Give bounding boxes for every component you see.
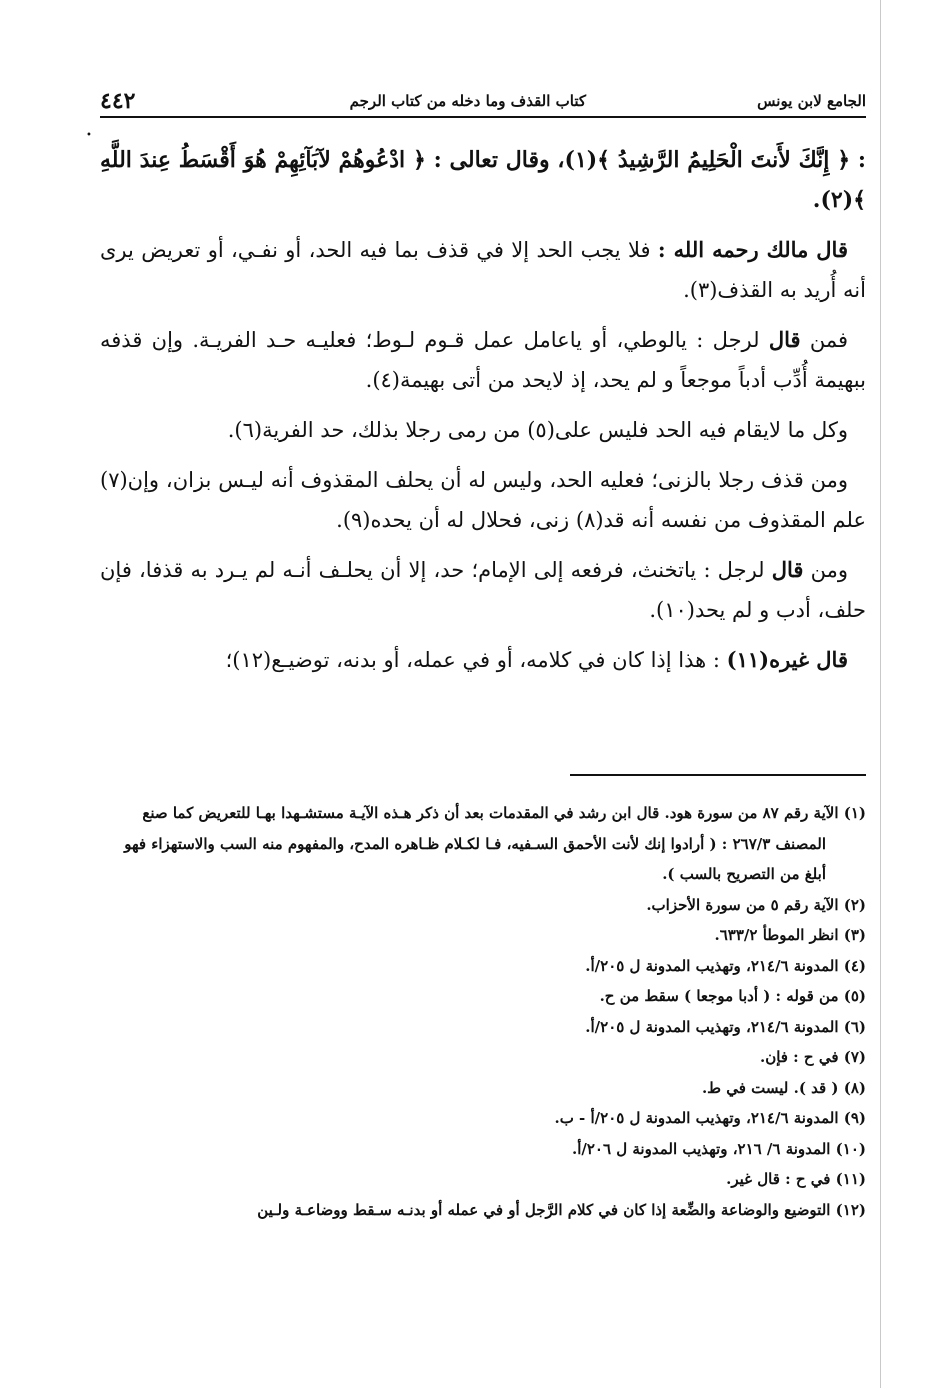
footnote-separator — [570, 774, 866, 776]
speaker-lead: قال غيره(١١) — [726, 647, 848, 672]
footnote: (٥) من قوله : ( أدبا موجعا ) سقط من ح. — [599, 987, 866, 1005]
paragraph-text: ومن — [803, 558, 848, 582]
footnote: (٣) انظر الموطأ ٦٣٣/٢. — [714, 926, 866, 944]
paragraph-text: فلا يجب الحد إلا في قذف بما فيه الحد، أو نفـي، أو تعريض يرى أنه أُريد به القذف(٣). — [100, 238, 866, 302]
paragraph-lut — [100, 320, 866, 400]
footnote: (١١) في ح : قال غير. — [726, 1170, 866, 1188]
running-header — [100, 86, 866, 116]
paragraph-text: : هذا إذا كان في كلامه، أو في عمله، أو بدنه، توضيـع(١٢)؛ — [225, 648, 727, 672]
paragraph-effeminate — [100, 550, 866, 630]
paragraph-other-opinion — [100, 640, 866, 680]
footnote: (١) الآية رقم ٨٧ من سورة هود. قال ابن رشد في المقدمات بعد أن ذكر هـذه الآيـة مستشـهدا بهـا للتعريض كما صنع المصنف ٢٦٧/٣ : ( أرادوا إنك لأنت الأحمق السـفيه، فـا لكـلام ظـاهره المدح، والمفهوم منه السب والاستهزاء فهو أبلغ من التصريح بالسب ). — [124, 804, 866, 883]
main-text — [100, 140, 866, 690]
paragraph-text: لرجل : ياتخنث، فرفعه إلى الإمام؛ حد، إلا أن يحلـف أنـه لم يـرد به قذفا، فإن حلف، أدب و لم يحد(١٠). — [100, 558, 866, 622]
paragraph-malik — [100, 230, 866, 310]
footnote: (٨) ( قد ). ليست في ط. — [701, 1078, 866, 1097]
footnotes — [100, 798, 866, 1225]
book-title: الجامع لابن يونس — [757, 92, 866, 110]
chapter-title: كتاب القذف وما دخله من كتاب الرجم — [349, 92, 586, 110]
paragraph-text: لرجل : يالوطي، أو ياعامل عمل قـوم لـوط؛ فعليـه حـد الفريـة. وإن قذفه ببهيمة أُدِّب أدباً موجعاً و لم يحد، إذ لايحد من أتى بهيمة(٤). — [100, 328, 866, 392]
footnote: (١٢) التوضيع والوضاعة والضِّعة إذا كان في كلام الرَّجل أو في عمله أو بدنـه سـقط ووضاعـة ولـين — [257, 1200, 866, 1219]
header-rule — [100, 116, 866, 118]
paragraph-general-rule: وكل ما لايقام فيه الحد فليس على(٥) من رمى رجلا بذلك، حد الفرية(٦). — [227, 418, 848, 442]
speaker-lead: قال مالك رحمه الله : — [657, 237, 848, 262]
footnote: (٢) الآية رقم ٥ من سورة الأحزاب. — [646, 895, 866, 914]
footnote: (٩) المدونة ٢١٤/٦، وتهذيب المدونة ل ٢٠٥/أ - ب. — [554, 1109, 866, 1127]
footnote: (٦) المدونة ٢١٤/٦، وتهذيب المدونة ل ٢٠٥/أ. — [585, 1017, 866, 1036]
footnote: (١٠) المدونة ٦/ ٢١٦، وتهذيب المدونة ل ٢٠٦/أ. — [572, 1139, 866, 1158]
scan-speck: • — [86, 130, 92, 141]
footnote: (٤) المدونة ٢١٤/٦، وتهذيب المدونة ل ٢٠٥/أ. — [585, 956, 866, 975]
paragraph-zina: ومن قذف رجلا بالزنى؛ فعليه الحد، وليس له أن يحلف المقذوف أنه ليـس بزان، وإن(٧) علم المقذوف من نفسه أنه قد(٨) زنى، فحلال له أن يحده(٩). — [100, 468, 866, 532]
speaker-lead: قال — [771, 557, 804, 582]
speaker-lead: قال — [768, 327, 801, 352]
paragraph-text: فمن — [800, 328, 849, 352]
scan-edge-line — [880, 0, 881, 1388]
paragraph-quran-citation: : ﴿ إِنَّكَ لأَنتَ الْحَلِيمُ الرَّشِيدُ ﴾(١)، وقال تعالى : ﴿ ادْعُوهُمْ لآبَآئِهِمْ هُوَ أَقْسَطُ عِندَ اللَّهِ ﴾(٢). — [100, 147, 866, 213]
footnote: (٧) في ح : فإن. — [759, 1048, 866, 1066]
page-number: ٤٤٢ — [100, 88, 136, 114]
